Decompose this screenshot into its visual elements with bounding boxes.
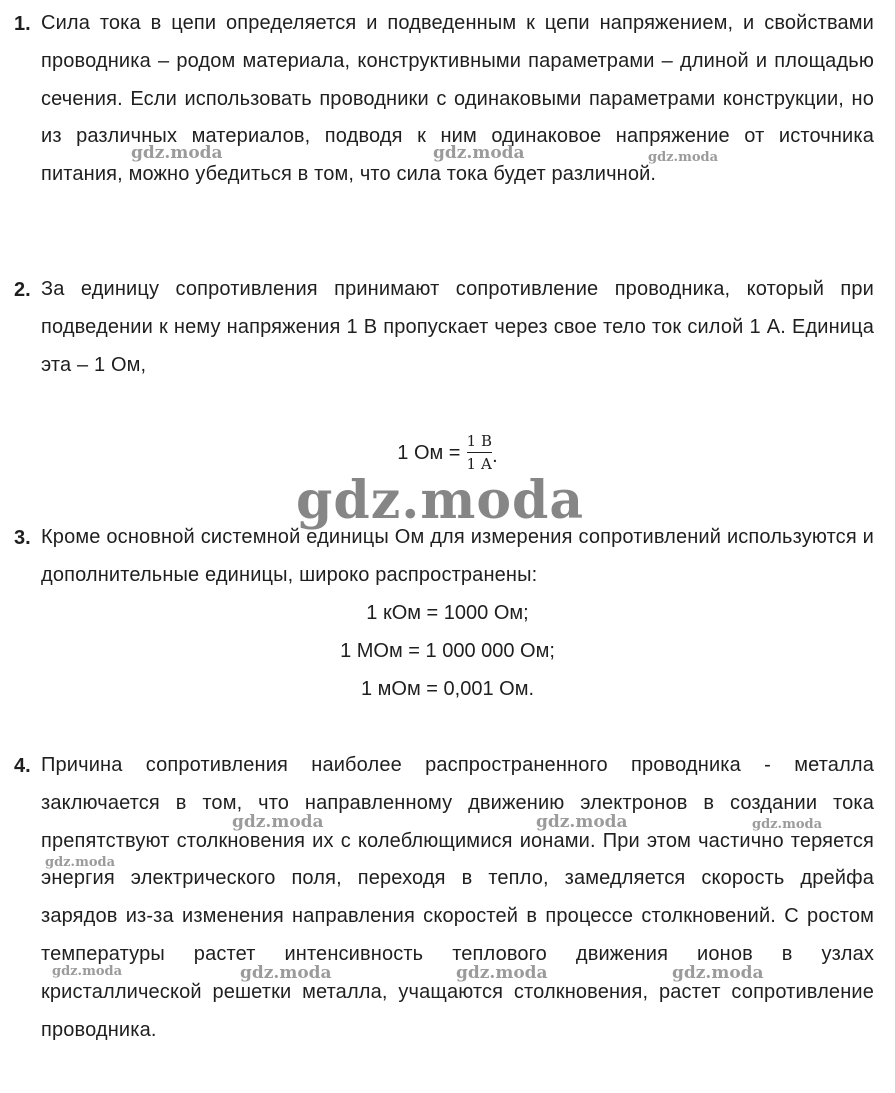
item-number: 1.: [14, 13, 31, 35]
list-item-4: [14, 747, 874, 1049]
item-number: 4.: [14, 755, 31, 777]
watermark: gdz.moda: [536, 812, 628, 832]
fraction-numerator: 1 В: [466, 432, 492, 450]
item-text: Причина сопротивления наиболее распространенного проводника - металла заключается в том, что направленному движению электронов в создании тока препятствуют столкновения их с колеблющимися ионами. При этом частично теряется энергия электрического поля, переходя в тепло, замедляется скорость дрейфа зарядов из-за изменения направления скоростей в процессе столкновений. С ростом температуры растет интенсивность теплового движения ионов в узлах кристаллической решетки металла, учащаются столкновения, растет сопротивление проводника.: [41, 754, 874, 1041]
watermark: gdz.moda: [131, 143, 223, 163]
item-number: 2.: [14, 279, 31, 301]
formula-trailing: .: [492, 445, 498, 467]
watermark: gdz.moda: [232, 812, 324, 832]
fraction-bar: [467, 452, 493, 453]
list-item-2: [14, 271, 874, 384]
list-item-1: [14, 5, 874, 194]
unit-line-mohm-milli: 1 мОм = 0,001 Ом.: [361, 678, 534, 700]
watermark: gdz.moda: [752, 817, 823, 832]
item-number: 3.: [14, 527, 31, 549]
watermark: gdz.moda: [456, 963, 548, 983]
unit-line-mohm-mega: 1 МОм = 1 000 000 Ом;: [340, 640, 555, 662]
watermark: gdz.moda: [52, 964, 123, 979]
fraction-denominator: 1 А: [466, 455, 493, 473]
item-text: За единицу сопротивления принимают сопротивление проводника, который при подведении к нему напряжения 1 В пропускает через свое тело ток силой 1 А. Единица эта – 1 Ом,: [41, 278, 874, 376]
watermark: gdz.moda: [45, 855, 116, 870]
watermark-large: gdz.moda: [296, 470, 585, 531]
unit-line-kohm: 1 кОм = 1000 Ом;: [366, 602, 529, 624]
item-text: Кроме основной системной единицы Ом для измерения сопротивлений используются и дополнительные единицы, широко распространены:: [41, 526, 874, 586]
watermark: gdz.moda: [433, 143, 525, 163]
watermark: gdz.moda: [240, 963, 332, 983]
watermark: gdz.moda: [648, 150, 719, 165]
item-text: Сила тока в цепи определяется и подведенным к цепи напряжением, и свойствами проводника – родом материала, конструктивными параметрами – длиной и площадью сечения. Если использовать проводники с одинаковыми параметрами конструкции, но из различных материалов, подводя к ним одинаковое напряжение от источника питания, можно убедиться в том, что сила тока будет различной.: [41, 12, 874, 186]
formula-lhs: 1 Ом =: [397, 441, 461, 464]
fraction: [467, 433, 493, 473]
watermark: gdz.moda: [672, 963, 764, 983]
